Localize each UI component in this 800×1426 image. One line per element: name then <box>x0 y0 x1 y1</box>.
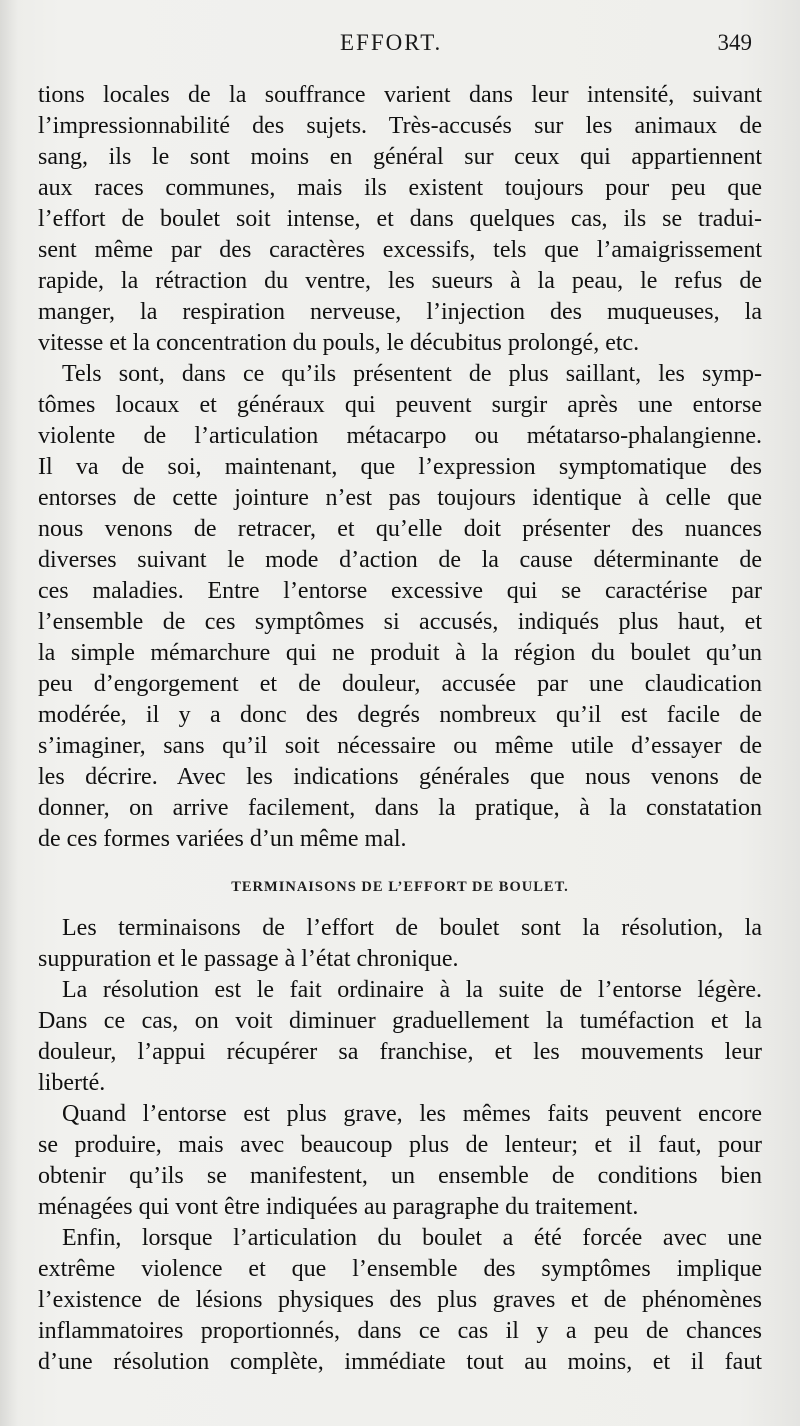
page-number: 349 <box>717 30 752 55</box>
section-heading: TERMINAISONS DE L’EFFORT DE BOULET. <box>231 879 569 895</box>
section-paragraph-2 <box>38 975 762 1099</box>
text-line: nous venons de retracer, et qu’elle doit présenter des nuances <box>38 516 762 542</box>
text-line: l’existence de lésions physiques des plus graves et de phénomènes <box>38 1287 762 1313</box>
section-paragraph-4 <box>38 1223 762 1378</box>
text-line: s’imaginer, sans qu’il soit nécessaire ou même utile d’essayer de <box>38 733 762 759</box>
text-line: violente de l’articulation métacarpo ou métatarso-phalangienne. <box>38 423 762 449</box>
text-line: suppuration et le passage à l’état chronique. <box>38 946 459 972</box>
text-line: sent même par des caractères excessifs, tels que l’amaigrissement <box>38 237 762 263</box>
running-head <box>0 30 800 62</box>
text-line: l’ensemble de ces symptômes si accusés, indiqués plus haut, et <box>38 609 762 635</box>
text-line: sang, ils le sont moins en général sur ceux qui appartiennent <box>38 144 762 170</box>
section-paragraph-1 <box>38 913 762 975</box>
text-line: peu d’engorgement et de douleur, accusée par une claudication <box>38 671 762 697</box>
text-line: entorses de cette jointure n’est pas toujours identique à celle que <box>38 485 762 511</box>
text-line: vitesse et la concentration du pouls, le décubitus prolongé, etc. <box>38 330 640 356</box>
text-line: Quand l’entorse est plus grave, les mêmes faits peuvent encore <box>62 1101 762 1127</box>
text-line: liberté. <box>38 1070 106 1096</box>
text-line: aux races communes, mais ils existent toujours pour peu que <box>38 175 762 201</box>
running-head-title: EFFORT. <box>340 30 443 55</box>
text-line: douleur, l’appui récupérer sa franchise, et les mouvements leur <box>38 1039 762 1065</box>
text-line: l’effort de boulet soit intense, et dans quelques cas, ils se tradui- <box>38 206 762 232</box>
text-line: rapide, la rétraction du ventre, les sueurs à la peau, le refus de <box>38 268 762 294</box>
paragraph-2 <box>38 359 762 855</box>
text-line: tômes locaux et généraux qui peuvent surgir après une entorse <box>38 392 762 418</box>
text-line: se produire, mais avec beaucoup plus de lenteur; et il faut, pour <box>38 1132 762 1158</box>
text-line: ces maladies. Entre l’entorse excessive qui se caractérise par <box>38 578 762 604</box>
page-body <box>38 80 762 1378</box>
text-line: d’une résolution complète, immédiate tout au moins, et il faut <box>38 1349 762 1375</box>
text-line: ménagées qui vont être indiquées au paragraphe du traitement. <box>38 1194 639 1220</box>
text-line: La résolution est le fait ordinaire à la suite de l’entorse légère. <box>62 977 762 1003</box>
paragraph-1 <box>38 80 762 359</box>
text-line: inflammatoires proportionnés, dans ce cas il y a peu de chances <box>38 1318 762 1344</box>
text-line: donner, on arrive facilement, dans la pratique, à la constatation <box>38 795 762 821</box>
text-line: les décrire. Avec les indications générales que nous venons de <box>38 764 762 790</box>
text-line: diverses suivant le mode d’action de la cause déterminante de <box>38 547 762 573</box>
section-paragraph-3 <box>38 1099 762 1223</box>
text-line: Les terminaisons de l’effort de boulet sont la résolution, la <box>62 915 762 941</box>
text-line: Tels sont, dans ce qu’ils présentent de plus saillant, les symp- <box>62 361 762 387</box>
text-line: l’impressionnabilité des sujets. Très-accusés sur les animaux de <box>38 113 762 139</box>
text-line: Dans ce cas, on voit diminuer graduellement la tuméfaction et la <box>38 1008 762 1034</box>
text-line: la simple mémarchure qui ne produit à la région du boulet qu’un <box>38 640 762 666</box>
text-line: Enfin, lorsque l’articulation du boulet a été forcée avec une <box>62 1225 762 1251</box>
text-line: obtenir qu’ils se manifestent, un ensemble de conditions bien <box>38 1163 762 1189</box>
text-line: modérée, il y a donc des degrés nombreux qu’il est facile de <box>38 702 762 728</box>
text-line: de ces formes variées d’un même mal. <box>38 826 407 852</box>
text-line: Il va de soi, maintenant, que l’expression symptomatique des <box>38 454 762 480</box>
text-line: manger, la respiration nerveuse, l’injection des muqueuses, la <box>38 299 762 325</box>
text-line: tions locales de la souffrance varient dans leur intensité, suivant <box>38 82 762 108</box>
text-line: extrême violence et que l’ensemble des symptômes implique <box>38 1256 762 1282</box>
